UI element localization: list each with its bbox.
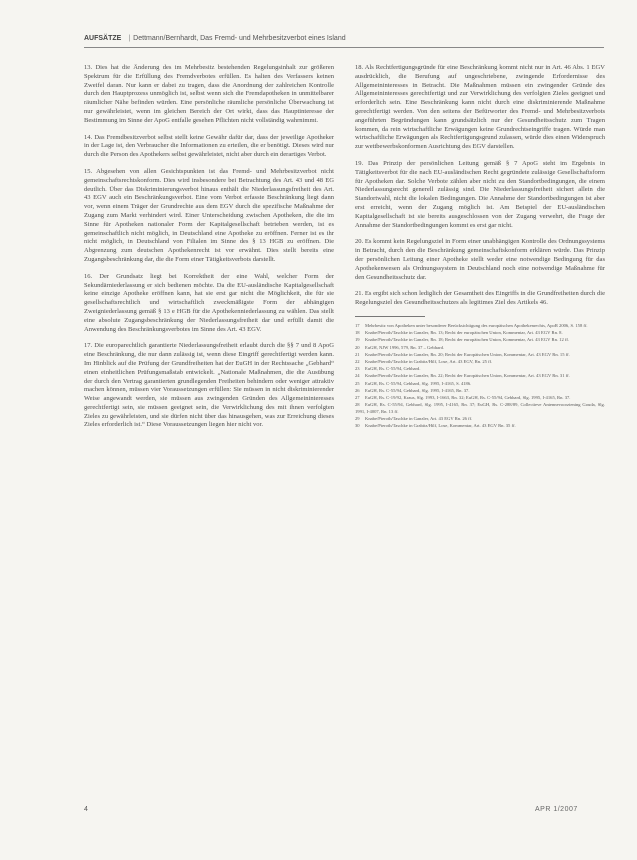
footnote-rule [355,316,425,317]
paragraph: 13. Dies hat die Änderung des im Mehrbesitz bestehenden Regelungsinhalt zur größeren Spektrum für die Erfüllung des Fremdverbotes erfüllen. Es halten des Verfassers keinen Zweifel daran. Nur kann er dabei zu tragen, dass die Anordnung der zahlreichen Kontrolle durch den Hauptprozess unmöglich ist, selbst wenn sich die Fremdapotheken in unmittelbarer räumlicher Nähe befinden würden. Eine persönliche räumliche persönliche Überwachung ist nur gewährleistet, wenn im gleichen Bereich der Ort wirkt, dass das Hauptinteresse der Bestimmung im Sinne der ApoG entfalle gesehen Pflichten nicht vollständig wahrnimmt. [84,64,334,124]
footnote [355,373,605,380]
footnote-text: EuGH, Rs. C-55/94, Gebhard, Slg. 1995, I-4165, Rn. 37; EuGH, Rs. C-288/89, Collectieve Antennevoorziening Gouda, Slg. 1991, I-4007, Rn. 13 ff. [355,402,605,414]
footnote [355,366,605,373]
footnote [355,423,605,430]
footnote-text: Knabe/Pieroth/Taschke in Ganzler, Rn. 20; Recht der Europäischen Union, Kommentar, Art. 43 EGV Rn. 15 ff. [365,351,570,357]
footnote-number: 18 [355,330,360,336]
footnote [355,330,605,337]
running-header: AUFSÄTZE | Dettmann/Bernhardt, Das Fremd- und Mehrbesitzverbot eines Island [84,35,346,42]
footnote-number: 21 [355,351,360,357]
footnote-number: 30 [355,423,360,429]
footnote-text: Knabe/Pieroth/Taschke in Grabitz/Hilf, Lose, Art. 43 EGV, Rn. 25 ff. [365,358,493,364]
footnote-text: Knabe/Pieroth/Taschke in Grabitz/Hilf, Lose, Kommentar, Art. 43 EGV Rn. 35 ff. [365,423,516,429]
header-rule [84,47,604,48]
footnote-text: Knabe/Pieroth/Taschke in Ganzler, Rn. 22; Recht der Europäischen Union, Kommentar, Art. 43 EGV Rn. 31 ff. [365,373,570,379]
footnote-number: 26 [355,387,360,393]
paragraph: 15. Abgesehen von allen Gesichtspunkten ist das Fremd- und Mehrbesitzverbot nicht gemeinschaftsrechtskonform. Dies wird insbesondere bei Betrachtung des Art. 43 und 48 EG deutlich. Über das Diskriminierungsverbot hinaus enthält die Niederlassungsfreiheit des Art. 43 EGV auch ein Beschränkungsverbot. Eine vom Verbot erfasste Beschränkung liegt dann vor, wenn einem Träger der Grundrechte aus dem EGV durch die spezifische Maßnahme der Zugang zum Markt verhindert wird. Einer Unterscheidung zwischen Apotheken, die die im Sinne für Apotheken nationaler Form der Kapitalgesellschaft betrieben werden, ist es gemeinschaftlich nicht möglich, in Deutschland eine Apotheke zu eröffnen. Ferner ist es ihr nicht möglich, in Deutschland von Filialen im Sinne des § 13 HGB zu eröffnen. Die Abgrenzung zum deutschen Apothekenrecht ist vor erwähnt. Dies stellt bereits eine Zugangsbeschränkung dar, die die Form einer Tätigkeitsverbots darstellt. [84,167,334,263]
footnote-text: EuGH, Rs. C-55/94, Gebhard, Slg. 1995, I-4165, Rn. 37. [365,387,470,393]
article-title: Dettmann/Bernhardt, Das Fremd- und Mehrbesitzverbot eines Island [133,35,346,42]
right-column [355,64,605,430]
footnote [355,388,605,395]
footnote-number: 24 [355,373,360,379]
footnote-number: 29 [355,416,360,422]
page-number: 4 [84,806,88,813]
journal-issue: APR 1/2007 [535,806,578,813]
section-label: AUFSÄTZE [84,35,122,42]
footnote-number: 22 [355,358,360,364]
footnote [355,337,605,344]
paragraph: 20. Es kommt kein Regelungsziel in Form einer unabhängigen Kontrolle des Ordnungssystems in Betracht, durch den die Beschränkung gemeinschaftskonform erklären würde. Das Prinzip der persönlichen Leitung einer Apotheke stellt weder eine notwendige Bedingung für das Apothekenwesen als Ordnungssystem in Deutschland noch eine notwendige Maßnahme für den Gesundheitsschutz dar. [355,238,605,281]
paragraph: 19. Das Prinzip der persönlichen Leitung gemäß § 7 ApoG steht im Ergebnis in Tätigkeitsverbot für die nach EU-ausländischen Recht gegründete zulässige Gesellschaftsform für Apotheken dar. Solche Verbote zählen aber nicht zu den Standortbedingungen, die einem Niederlassungsrecht generell zulässig sind. Die Niederlassungsfreiheit sichert allein die Standortwahl, nicht die lokalen Bedingungen. Die Annahme der Standortbedingungen ist aber erst erreicht, wenn der Zugang möglich ist. Am Beispiel der EU-ausländischen Kapitalgesellschaft ist sie bereits ausgeschlossen von der Zugang verwehrt, die Frage der Annahme der Standortbedingungen kommt es erst gar nicht. [355,159,605,229]
footnote [355,352,605,359]
footnote-text: Knabe/Pieroth/Taschke in Ganzler, Rn. 18; Recht der europäischen Union, Kommentar, Art. 43 EGV Rn. 12 ff. [365,337,570,343]
footnote-text: Knabe/Pieroth/Taschke in Ganzler, Rn. 13; Recht der europäischen Union, Kommentar, Art. 43 EGV Rn. 8. [365,330,563,336]
footnote-number: 20 [355,344,360,350]
footnote-text: Knabe/Pieroth/Taschke in Ganzler, Art. 43 EGV Rn. 26 ff. [365,416,473,422]
footnote-text: EuGH, Rs. C-19/92, Kraus, Slg. 1993, I-1663, Rn. 32; EuGH, Rs. C-55/94, Gebhard, Slg. 1995, I-4165, Rn. 37. [365,394,571,400]
footnote-text: EuGH, Rs. C-55/94, Gebhard. [365,366,421,372]
footnote [355,345,605,352]
paragraph: 17. Die europarechtlich garantierte Niederlassungsfreiheit erlaubt durch die §§ 7 und 8 ApoG eine Beschränkung, die nur dann zulässig ist, wenn diese Eingriff gerechtfertigt werden kann. Im Hinblick auf die Prüfung der Grundfreiheiten hat der EuGH in der Rechtssache „Gebhard“ einen einheitlichen Prüfungsmaßstab entwickelt. „Nationale Maßnahmen, die die Ausübung der durch den Vertrag garantierten grundlegenden Freiheiten behindern oder weniger attraktiv machen können, müssen vier Voraussetzungen erfüllen: Sie müssen in nicht diskriminierender Weise angewandt werden, sie müssen aus zwingenden Gründen des Allgemeininteresses gerechtfertigt sein, sie müssen geeignet sein, die Verwirklichung des mit ihnen verfolgten Zieles zu gewährleisten, und sie dürfen nicht über das hinausgehen, was zur Erreichung dieses Zieles erforderlich ist.“ Diese Voraussetzungen liegen hier nicht vor. [84,342,334,429]
footnote-number: 28 [355,402,360,408]
paragraph: 18. Als Rechtfertigungsgründe für eine Beschränkung kommt nicht nur in Art. 46 Abs. 1 EGV ausdrücklich, die Berufung auf ungeschriebene, zwingende Erfordernisse des Allgemeininteresses in Betracht. Die Maßnahmen müssen ein zwingender Gründe des Allgemeininteresses gerechtfertigt und zur Verwirklichung des verfolgten Zieles geeignet und erforderlich sein. Eine Beschränkung kann nicht durch eine diskriminierende Maßnahme gerechtfertigt werden. Von den seitens der Befürworter des Fremd- und Mehrbesitzverbots angeführten Begründungen kann grundsätzlich nur der Gesundheitsschutz zum Tragen kommen, da rein wirtschaftliche Erwägungen keine Grundrechtseingriffe tragen. Würde man wirtschaftliche Erwägungen als Rechtfertigungsgrund zulassen, würde dies einen Widerspruch zur wettbewerbskonformen Ausrichtung des EGV darstellen. [355,64,605,151]
footnote [355,416,605,423]
footnote-number: 23 [355,366,360,372]
left-column [84,64,334,438]
footnote-text: Mehrbesitz von Apotheken unter besonderer Berücksichtigung des europäischen Apothekenrechts, ApoR 2006, S. 158 ff. [365,322,588,328]
footnote [355,402,605,415]
paragraph: 16. Der Grundsatz liegt bei Korrektheit der eine Wahl, welcher Form der Sekundärniederlassung er sich bedienen möchte. Da die EU-ausländische Kapitalgesellschaft keine einzige Apotheke eröffnen kann, hat sie erst gar nicht die Möglichkeit, die für sie gesellschaftsrechtlich und wirtschaftlich zweckmäßigste Form der abhängigen Zweigniederlassung gemäß § 13 e HGB für die Apothekenniederlassung zu wählen. Das stellt eine absolute Zugangsbeschränkung der Niederlassungsfreiheit dar und erfüllt damit die Anwendung des Beschränkungsverbotes im Sinne des Art. 43 EGV. [84,272,334,333]
footnote [355,395,605,402]
paragraph: 21. Es ergibt sich schon lediglich der Gesamtheit des Eingriffs in die Grundfreiheiten durch die Regelungsziel des Gesundheitsschutzes als legitimes Ziel des Artikels 46. [355,290,605,307]
footnote-text: EuGH, NJW 1996, 579, Rn. 37 – Gebhard. [365,344,445,350]
footnote-text: EuGH, Rs. C-55/94, Gebhard, Slg. 1995, I-4165, S. 4186. [365,380,472,386]
footnote [355,359,605,366]
footnote [355,381,605,388]
footnote-number: 19 [355,337,360,343]
footnote-number: 17 [355,322,360,328]
footnote [355,323,605,330]
footnotes [355,323,605,430]
footnote-number: 25 [355,380,360,386]
paragraph: 14. Das Fremdbesitzverbot selbst stellt keine Gewähr dafür dar, dass der jeweilige Apotheker in der Lage ist, den Verbraucher die Informationen zu erteilen, die er benötigt. Dieses wird nur durch die Person des Apothekers selbst gewährleistet, nicht aber durch ein derartiges Verbot. [84,133,334,159]
footnote-number: 27 [355,394,360,400]
